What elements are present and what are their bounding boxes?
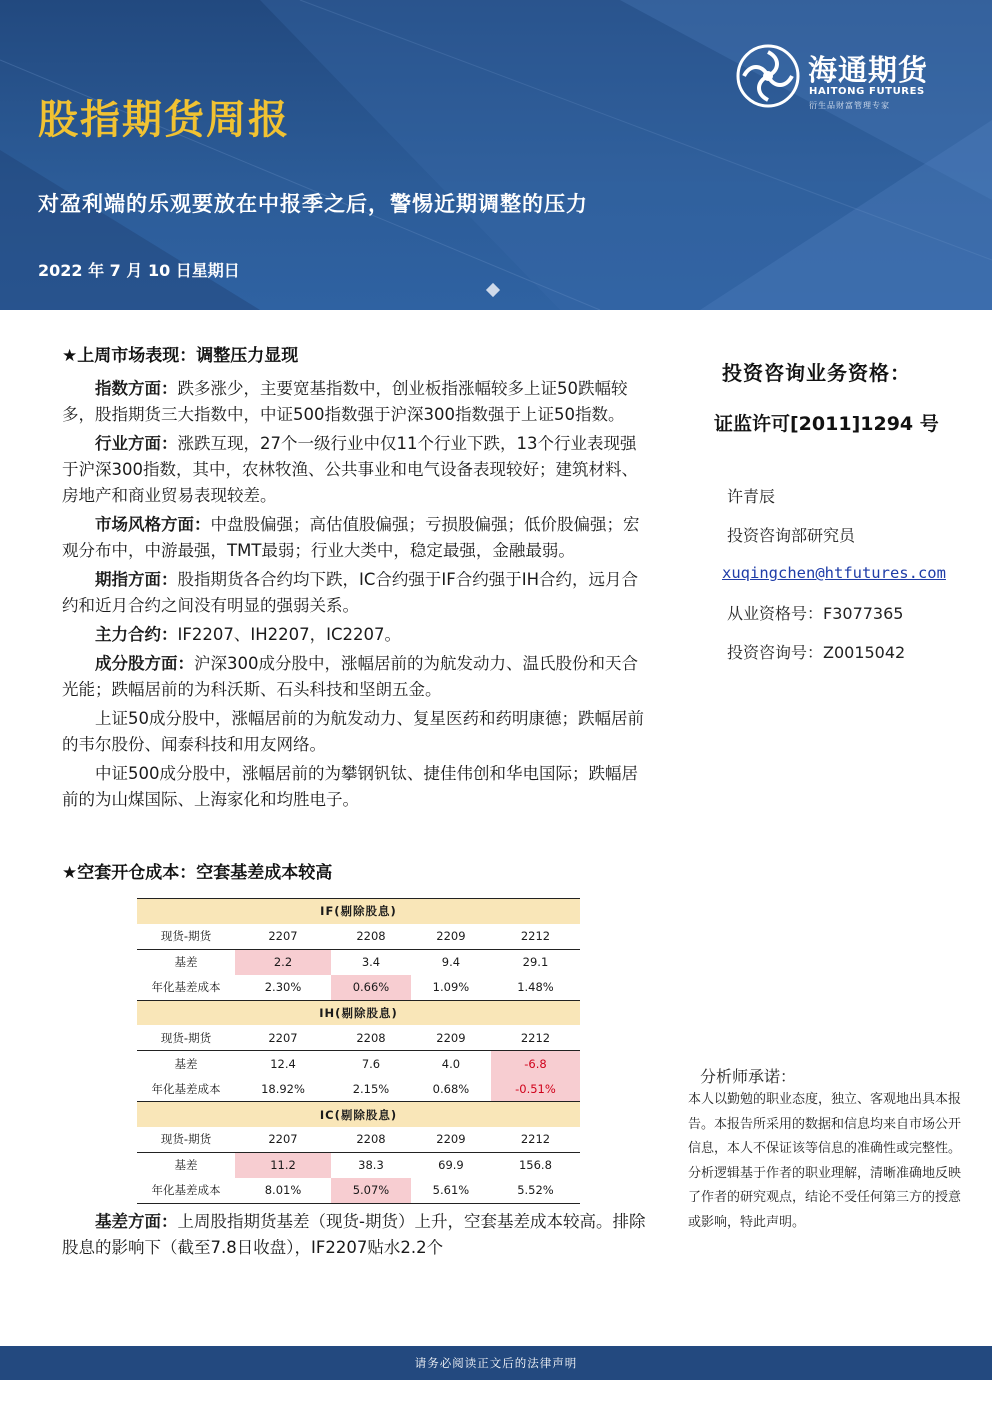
basis-cost-table xyxy=(137,898,580,1204)
table-row xyxy=(137,1051,580,1076)
annual-cost-cell: 2.30% xyxy=(235,975,331,1000)
contract-header: 2212 xyxy=(491,924,580,949)
analyst-cert-number: 从业资格号：F3077365 xyxy=(727,604,904,623)
basis-cell: 9.4 xyxy=(441,955,461,970)
contract-header: 2207 xyxy=(235,1127,331,1152)
table-header-row xyxy=(137,1025,580,1050)
paragraph-text: IF2207、IH2207，IC2207。 xyxy=(177,625,401,644)
paragraph-index xyxy=(62,376,652,428)
basis-cell: 4.0 xyxy=(441,1056,461,1071)
table-group-title-row xyxy=(137,1000,580,1025)
row-label: 基差 xyxy=(174,1158,198,1173)
contract-header: 2208 xyxy=(331,924,411,949)
logo-chinese-name: 海通期货 xyxy=(808,53,929,87)
haitong-logo-icon xyxy=(736,44,800,108)
contract-header: 2209 xyxy=(411,1127,491,1152)
section-market-performance-title: ★上周市场表现：调整压力显现 xyxy=(62,346,299,366)
header-label: 现货-期货 xyxy=(137,924,235,949)
contract-header: 2209 xyxy=(411,1025,491,1050)
analyst-name: 许青辰 xyxy=(727,487,776,506)
paragraph-text: 上周股指期货基差（现货-期货）上升，空套基差成本较高。排除股息的影响下（截至7.8日收盘），IF2207贴水2.2个 xyxy=(62,1212,646,1257)
qualification-title: 投资咨询业务资格： xyxy=(722,361,911,385)
paragraph-csi500 xyxy=(62,761,652,813)
company-logo xyxy=(736,44,966,114)
paragraph-text: 股指期货各合约均下跌，IC合约强于IF合约强于IH合约，远月合约和近月合约之间没有明显的强弱关系。 xyxy=(62,570,639,615)
report-type-title: 股指期货周报 xyxy=(38,96,290,143)
section-short-arbitrage-title: ★空套开仓成本：空套基差成本较高 xyxy=(62,863,333,883)
annual-cost-cell: -0.51% xyxy=(491,1076,580,1101)
logo-english-name: HAITONG FUTURES xyxy=(809,86,925,97)
annual-cost-cell: 18.92% xyxy=(235,1076,331,1101)
header-label: 现货-期货 xyxy=(137,1025,235,1050)
group-title-ih: IH(剔除股息) xyxy=(137,1000,580,1025)
annual-cost-cell: 8.01% xyxy=(235,1178,331,1203)
basis-cell: 12.4 xyxy=(270,1056,296,1071)
row-label: 年化基差成本 xyxy=(137,1076,235,1101)
group-title-ic: IC(剔除股息) xyxy=(137,1102,580,1127)
annual-cost-cell: 0.68% xyxy=(411,1076,491,1101)
row-label: 年化基差成本 xyxy=(137,975,235,1000)
annual-cost-cell: 5.07% xyxy=(331,1178,411,1203)
paragraph-label: 基差方面： xyxy=(95,1212,178,1231)
footer-bar xyxy=(0,1346,992,1380)
paragraph-text: 涨跌互现，27个一级行业中仅11个行业下跌，13个行业表现强于沪深300指数，其中，农林牧渔、公共事业和电气设备表现较好；建筑材料、房地产和商业贸易表现较差。 xyxy=(62,434,638,505)
annual-cost-cell: 5.61% xyxy=(411,1178,491,1203)
logo-tagline: 衍生品财富管理专家 xyxy=(809,101,890,110)
contract-header: 2212 xyxy=(491,1127,580,1152)
paragraph-futures xyxy=(62,567,652,619)
basis-cell: 69.9 xyxy=(438,1158,464,1173)
basis-cell: -6.8 xyxy=(491,1051,580,1076)
contract-header: 2208 xyxy=(331,1127,411,1152)
analyst-email-wrap xyxy=(722,563,946,582)
paragraph-main-contract xyxy=(62,622,652,648)
paragraph-label: 行业方面： xyxy=(95,434,178,453)
paragraph-label: 期指方面： xyxy=(95,570,178,589)
annual-cost-cell: 1.48% xyxy=(491,975,580,1000)
paragraph-sse50 xyxy=(62,706,652,758)
basis-body xyxy=(62,1209,652,1261)
group-title-if: IF(剔除股息) xyxy=(137,899,580,924)
basis-cell: 7.6 xyxy=(361,1056,381,1071)
contract-header: 2209 xyxy=(411,924,491,949)
annual-cost-cell: 1.09% xyxy=(411,975,491,1000)
basis-cell: 2.2 xyxy=(235,949,331,974)
paragraph-constituents xyxy=(62,651,652,703)
paragraph-label: 主力合约： xyxy=(95,625,178,644)
annual-cost-cell: 2.15% xyxy=(331,1076,411,1101)
paragraph-text: 中盘股偏强；高估值股偏强；亏损股偏强；低价股偏强；宏观分布中，中游最强，TMT最弱；行业大类中，稳定最强，金融最弱。 xyxy=(62,515,640,560)
paragraph-label: 成分股方面： xyxy=(95,654,194,673)
analyst-role: 投资咨询部研究员 xyxy=(727,526,856,545)
basis-cell: 29.1 xyxy=(522,955,549,970)
market-performance-body xyxy=(62,376,652,813)
annual-cost-cell: 0.66% xyxy=(331,975,411,1000)
qualification-license: 证监许可[2011]1294 号 xyxy=(714,413,939,435)
row-label: 基差 xyxy=(174,955,198,970)
analyst-pledge-text: 本人以勤勉的职业态度，独立、客观地出具本报告。本报告所采用的数据和信息均来自市场公开信息，本人不保证该等信息的准确性或完整性。分析逻辑基于作者的职业理解，清晰准确地反映了作者的研究观点，结论不受任何第三方的授意或影响，特此声明。 xyxy=(688,1092,962,1230)
paragraph-label: 市场风格方面： xyxy=(95,515,211,534)
analyst-advisory-number: 投资咨询号：Z0015042 xyxy=(727,643,906,662)
table-row xyxy=(137,1076,580,1101)
basis-cell: 38.3 xyxy=(358,1158,384,1173)
table-header-row xyxy=(137,1127,580,1152)
table-row xyxy=(137,949,580,974)
basis-cell: 156.8 xyxy=(518,1158,552,1173)
contract-header: 2207 xyxy=(235,1025,331,1050)
table-row xyxy=(137,975,580,1000)
paragraph-text: 跌多涨少，主要宽基指数中，创业板指涨幅较多上证50跌幅较多，股指期货三大指数中，中证500指数强于沪深300指数强于上证50指数。 xyxy=(62,379,628,424)
analyst-pledge-title: 分析师承诺： xyxy=(700,1067,797,1086)
table-row xyxy=(137,1178,580,1203)
paragraph-text: 沪深300成分股中，涨幅居前的为航发动力、温氏股份和天合光能；跌幅居前的为科沃斯、石头科技和坚朗五金。 xyxy=(62,654,638,699)
paragraph-text: 中证500成分股中，涨幅居前的为攀钢钒钛、捷佳伟创和华电国际；跌幅居前的为山煤国际、上海家化和均胜电子。 xyxy=(62,764,638,809)
table-group-title-row xyxy=(137,899,580,924)
paragraph-style xyxy=(62,512,652,564)
paragraph-industry xyxy=(62,431,652,509)
header-banner xyxy=(0,0,992,310)
annual-cost-cell: 5.52% xyxy=(491,1178,580,1203)
analyst-email-link[interactable]: xuqingchen@htfutures.com xyxy=(722,564,946,582)
report-headline: 对盈利端的乐观要放在中报季之后，警惕近期调整的压力 xyxy=(38,192,588,216)
table-header-row xyxy=(137,924,580,949)
header-label: 现货-期货 xyxy=(137,1127,235,1152)
basis-cell: 11.2 xyxy=(235,1152,331,1177)
paragraph-basis xyxy=(62,1209,652,1261)
contract-header: 2212 xyxy=(491,1025,580,1050)
row-label: 基差 xyxy=(174,1056,198,1071)
footer-legal-notice: 请务必阅读正文后的法律声明 xyxy=(414,1356,578,1370)
table-group-title-row xyxy=(137,1102,580,1127)
paragraph-label: 指数方面： xyxy=(95,379,178,398)
contract-header: 2208 xyxy=(331,1025,411,1050)
contract-header: 2207 xyxy=(235,924,331,949)
paragraph-text: 上证50成分股中，涨幅居前的为航发动力、复星医药和药明康德；跌幅居前的韦尔股份、闻泰科技和用友网络。 xyxy=(62,709,644,754)
report-date: 2022 年 7 月 10 日星期日 xyxy=(38,261,240,280)
table-row xyxy=(137,1152,580,1177)
row-label: 年化基差成本 xyxy=(137,1178,235,1203)
basis-cell: 3.4 xyxy=(361,955,381,970)
